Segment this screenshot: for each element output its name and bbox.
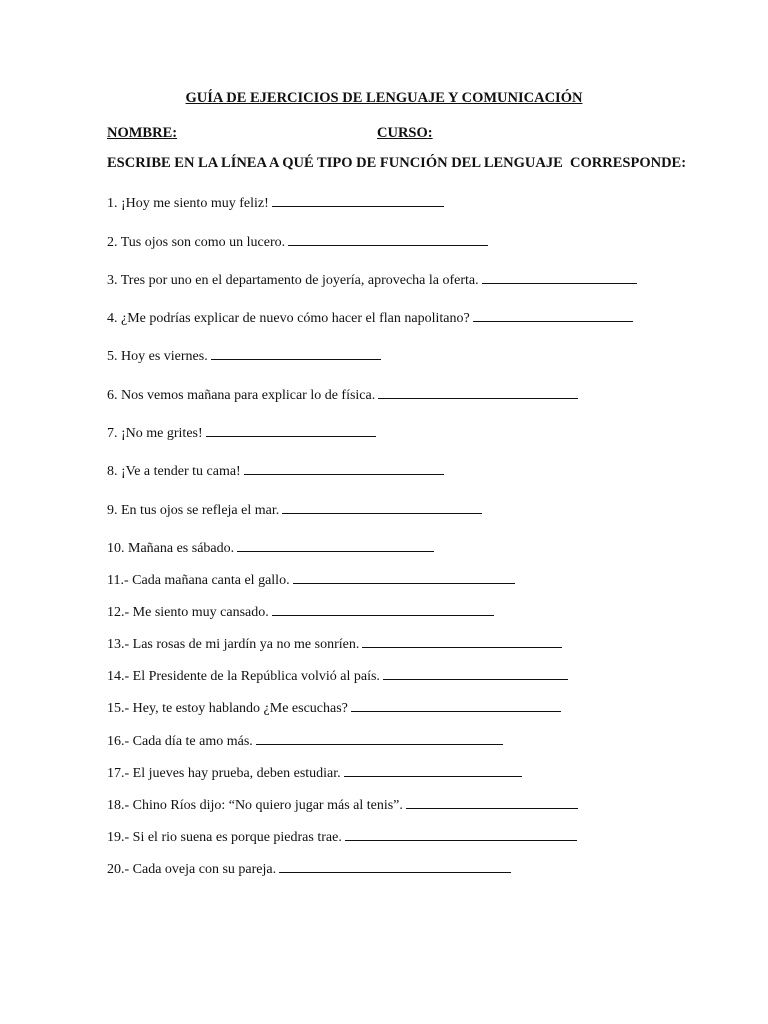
question-item (107, 272, 637, 289)
question-item (107, 572, 515, 589)
question-text: 14.- El Presidente de la República volvió al país. (107, 669, 380, 684)
question-item (107, 348, 381, 365)
answer-line[interactable] (272, 195, 444, 207)
question-text: 11.- Cada mañana canta el gallo. (107, 573, 290, 588)
answer-line[interactable] (473, 310, 633, 322)
question-text: 7. ¡No me grites! (107, 426, 203, 441)
question-item (107, 668, 568, 685)
question-item (107, 861, 511, 878)
curso-label: CURSO: (377, 125, 433, 141)
answer-line[interactable] (256, 733, 503, 745)
question-item (107, 540, 434, 557)
question-item (107, 733, 503, 750)
instructions: ESCRIBE EN LA LÍNEA A QUÉ TIPO DE FUNCIÓN DEL LENGUAJE CORRESPONDE: (107, 155, 687, 171)
question-text: 5. Hoy es viernes. (107, 349, 208, 364)
question-text: 3. Tres por uno en el departamento de joyería, aprovecha la oferta. (107, 273, 479, 288)
question-text: 18.- Chino Ríos dijo: “No quiero jugar más al tenis”. (107, 798, 403, 813)
question-item (107, 463, 444, 480)
answer-line[interactable] (362, 636, 562, 648)
answer-line[interactable] (351, 700, 561, 712)
question-item (107, 195, 444, 212)
question-item (107, 765, 522, 782)
answer-line[interactable] (272, 604, 494, 616)
question-text: 6. Nos vemos mañana para explicar lo de física. (107, 388, 376, 403)
question-text: 1. ¡Hoy me siento muy feliz! (107, 196, 269, 211)
question-item (107, 310, 633, 327)
question-text: 16.- Cada día te amo más. (107, 734, 253, 749)
answer-line[interactable] (279, 861, 511, 873)
question-text: 20.- Cada oveja con su pareja. (107, 862, 277, 877)
page-title: GUÍA DE EJERCICIOS DE LENGUAJE Y COMUNICACIÓN (185, 90, 583, 106)
answer-line[interactable] (244, 463, 444, 475)
answer-line[interactable] (282, 502, 482, 514)
question-item (107, 502, 482, 519)
question-item (107, 700, 561, 717)
question-item (107, 604, 494, 621)
question-text: 4. ¿Me podrías explicar de nuevo cómo hacer el flan napolitano? (107, 311, 470, 326)
answer-line[interactable] (206, 425, 376, 437)
question-text: 13.- Las rosas de mi jardín ya no me sonríen. (107, 637, 360, 652)
answer-line[interactable] (383, 668, 568, 680)
question-item (107, 425, 376, 442)
answer-line[interactable] (288, 234, 488, 246)
answer-line[interactable] (345, 829, 577, 841)
question-text: 15.- Hey, te estoy hablando ¿Me escuchas? (107, 701, 348, 716)
question-item (107, 829, 577, 846)
question-text: 8. ¡Ve a tender tu cama! (107, 464, 241, 479)
answer-line[interactable] (293, 572, 515, 584)
answer-line[interactable] (406, 797, 578, 809)
answer-line[interactable] (344, 765, 522, 777)
answer-line[interactable] (482, 272, 637, 284)
answer-line[interactable] (211, 348, 381, 360)
answer-line[interactable] (378, 387, 578, 399)
question-text: 17.- El jueves hay prueba, deben estudiar. (107, 766, 341, 781)
question-item (107, 387, 578, 404)
question-item (107, 636, 562, 653)
question-item (107, 234, 488, 251)
question-text: 2. Tus ojos son como un lucero. (107, 235, 286, 250)
question-text: 10. Mañana es sábado. (107, 541, 235, 556)
question-item (107, 797, 578, 814)
answer-line[interactable] (237, 540, 434, 552)
question-text: 9. En tus ojos se refleja el mar. (107, 503, 280, 518)
nombre-label: NOMBRE: (107, 125, 178, 141)
question-text: 12.- Me siento muy cansado. (107, 605, 269, 620)
question-text: 19.- Si el rio suena es porque piedras trae. (107, 830, 342, 845)
